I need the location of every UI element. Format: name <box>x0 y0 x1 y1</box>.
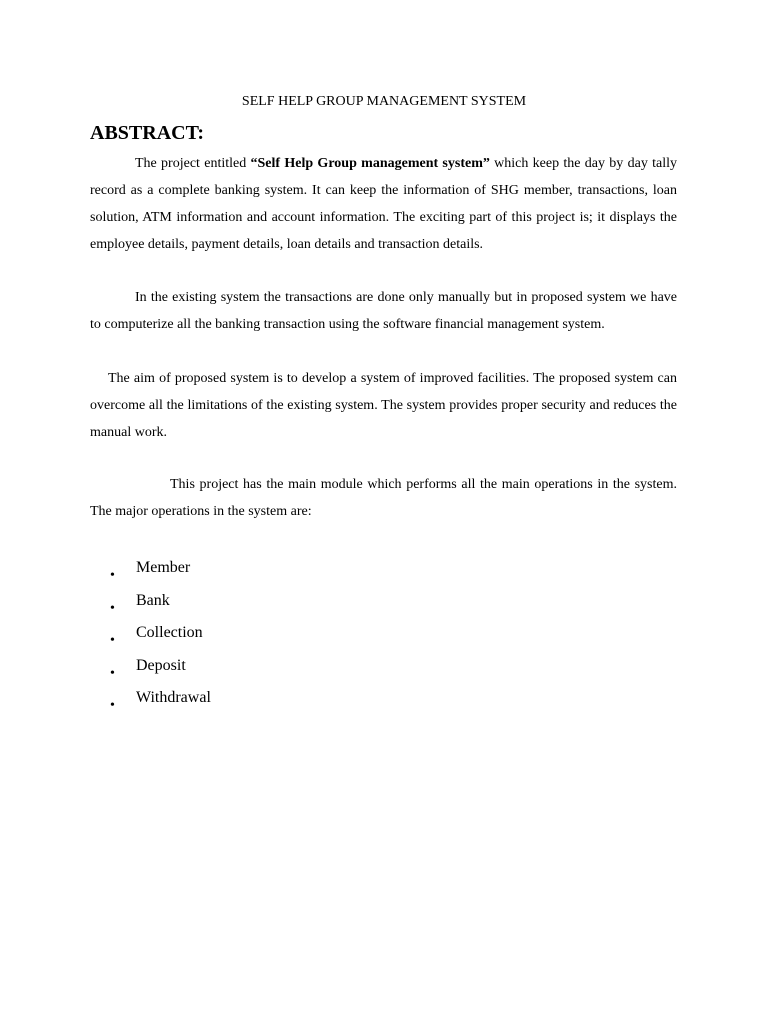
list-item-label: Collection <box>136 624 203 641</box>
list-item-label: Member <box>136 559 191 576</box>
bullet-icon: • <box>110 698 115 713</box>
abstract-heading: ABSTRACT: <box>90 122 205 144</box>
intro-text-start: The project entitled <box>135 156 251 171</box>
paragraph-intro <box>90 150 677 258</box>
list-item-label: Withdrawal <box>136 689 211 706</box>
bullet-icon: • <box>110 600 115 616</box>
bullet-icon: • <box>110 633 115 648</box>
project-name-quote: “Self Help Group management system” <box>250 156 490 171</box>
paragraph-main-module: This project has the main module which performs all the main operations in the system. The major operations in the system are: <box>90 477 677 519</box>
document-title: SELF HELP GROUP MANAGEMENT SYSTEM <box>241 94 527 109</box>
paragraph-proposed-system: The aim of proposed system is to develop a system of improved facilities. The proposed system can overcome all the limitations of the existing system. The system provides proper security and reduces the manual work. <box>90 371 677 440</box>
bullet-icon: • <box>110 568 115 583</box>
bullet-icon: • <box>110 665 115 681</box>
paragraph-existing-system: In the existing system the transactions are done only manually but in proposed system we have to computerize all the banking transaction using the software financial management system. <box>90 290 677 332</box>
list-item-label: Deposit <box>136 656 186 674</box>
intro-text-end: which keep the day by day tally record as a complete banking system. It can keep the information of SHG member, transactions, loan solution, ATM information and account information. The exciting part of this project is; it displays the employee details, payment details, loan details and transaction details. <box>90 156 677 252</box>
list-item-label: Bank <box>136 591 170 609</box>
